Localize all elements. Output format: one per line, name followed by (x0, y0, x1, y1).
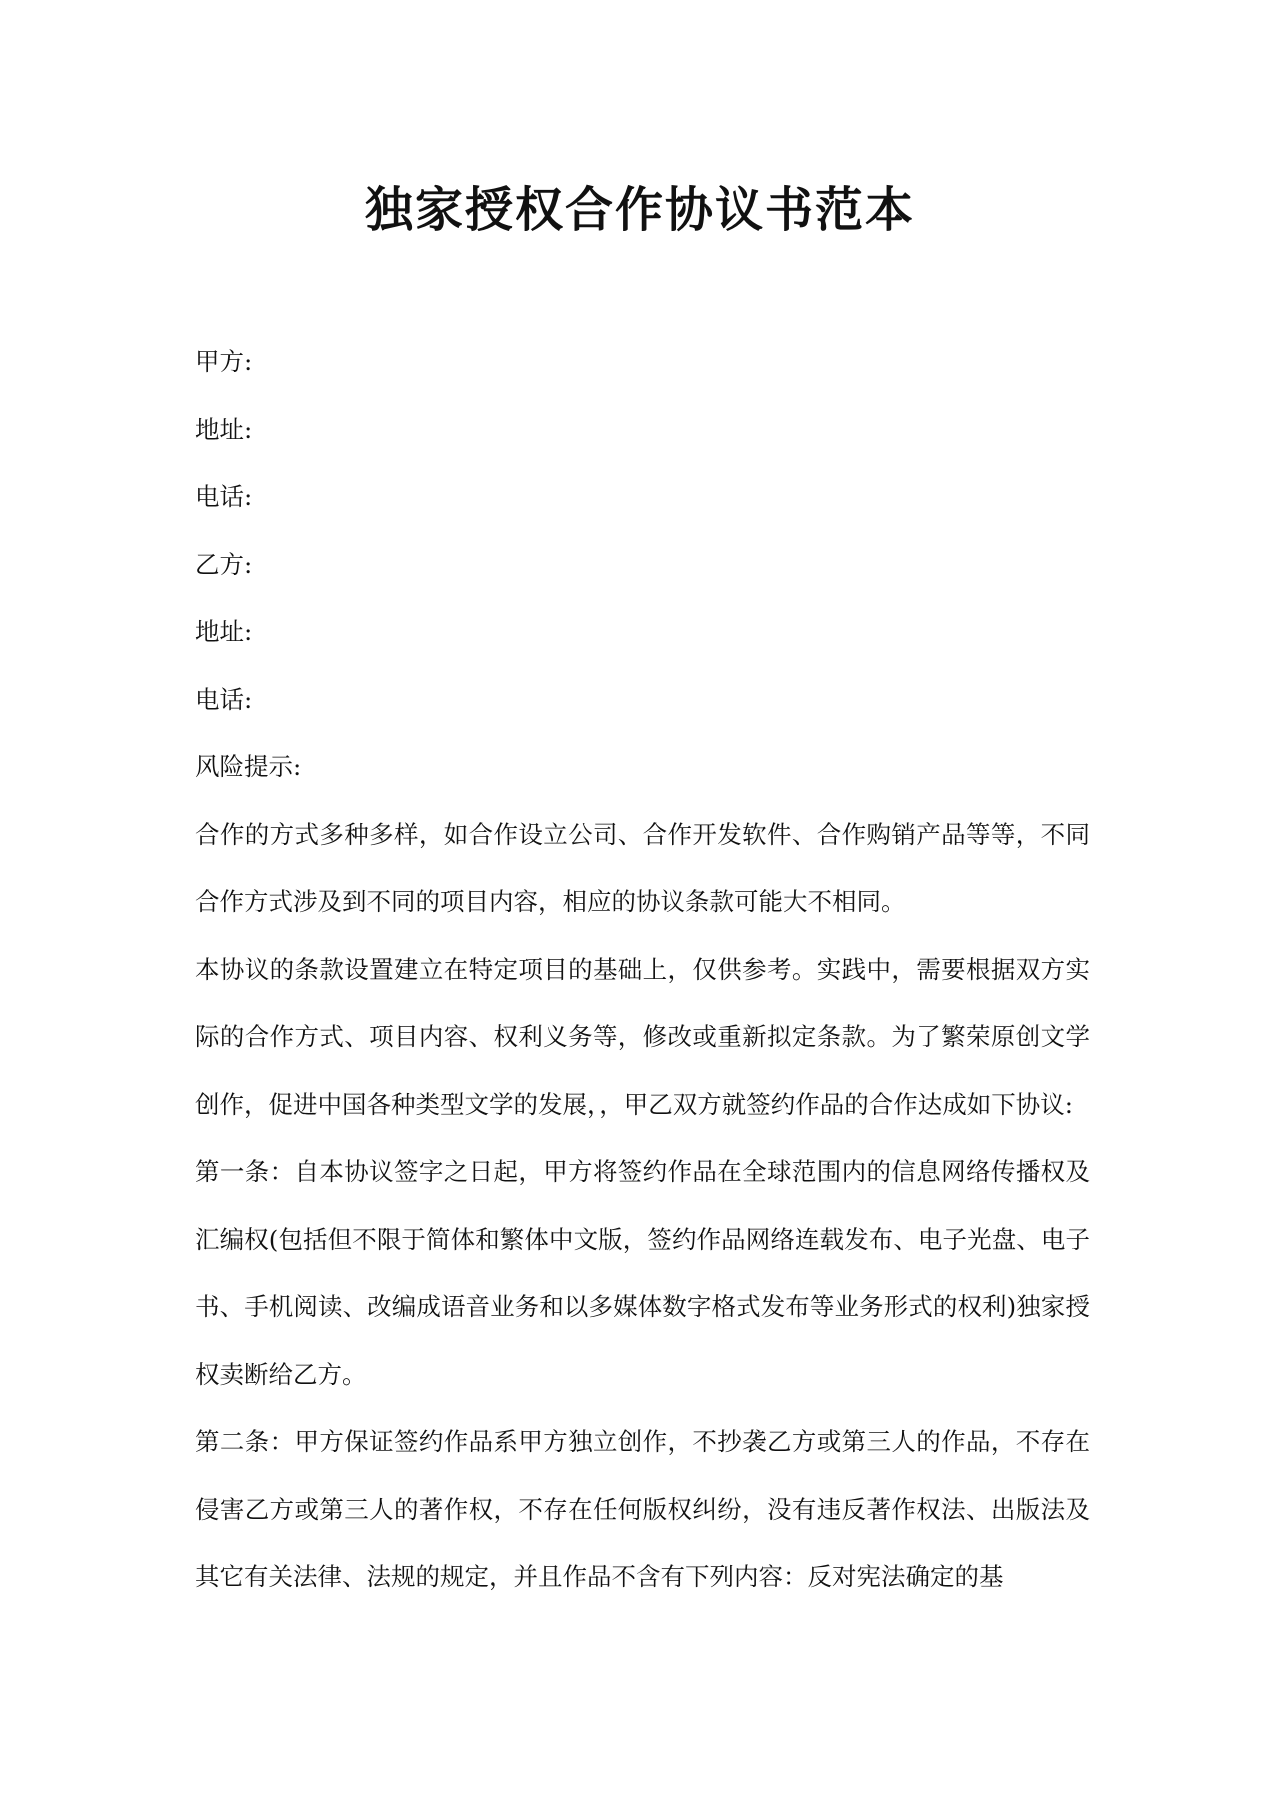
party-a-label: 甲方: (195, 347, 253, 376)
article-one-paragraph: 第一条：自本协议签字之日起，甲方将签约作品在全球范围内的信息网络传播权及汇编权(包括但不限于简体和繁体中文版，签约作品网络连载发布、电子光盘、电子书、手机阅读、改编成语音业务和以多媒体数字格式发布等业务形式的权利)独家授权卖断给乙方。 (195, 1157, 1090, 1389)
article-two-paragraph: 第二条：甲方保证签约作品系甲方独立创作，不抄袭乙方或第三人的作品，不存在侵害乙方或第三人的著作权，不存在任何版权纠纷，没有违反著作权法、出版法及其它有关法律、法规的规定，并且作品不含有下列内容：反对宪法确定的基 (195, 1427, 1090, 1591)
document-title: 独家授权合作协议书范本 (364, 182, 915, 238)
risk-notice-paragraph: 合作的方式多种多样，如合作设立公司、合作开发软件、合作购销产品等等，不同合作方式涉及到不同的项目内容，相应的协议条款可能大不相同。 (195, 819, 1090, 916)
party-b-address-label: 地址: (195, 617, 253, 646)
preamble-paragraph: 本协议的条款设置建立在特定项目的基础上，仅供参考。实践中，需要根据双方实际的合作方式、项目内容、权利义务等，修改或重新拟定条款。为了繁荣原创文学创作，促进中国各种类型文学的发展，，甲乙双方就签约作品的合作达成如下协议: (195, 954, 1090, 1119)
party-b-label: 乙方: (195, 549, 253, 579)
party-b-phone-label: 电话: (195, 684, 253, 714)
party-a-phone-label: 电话: (195, 482, 253, 511)
party-a-address-label: 地址: (195, 414, 253, 444)
risk-notice-heading: 风险提示: (195, 752, 302, 781)
document-body (195, 328, 1090, 1611)
